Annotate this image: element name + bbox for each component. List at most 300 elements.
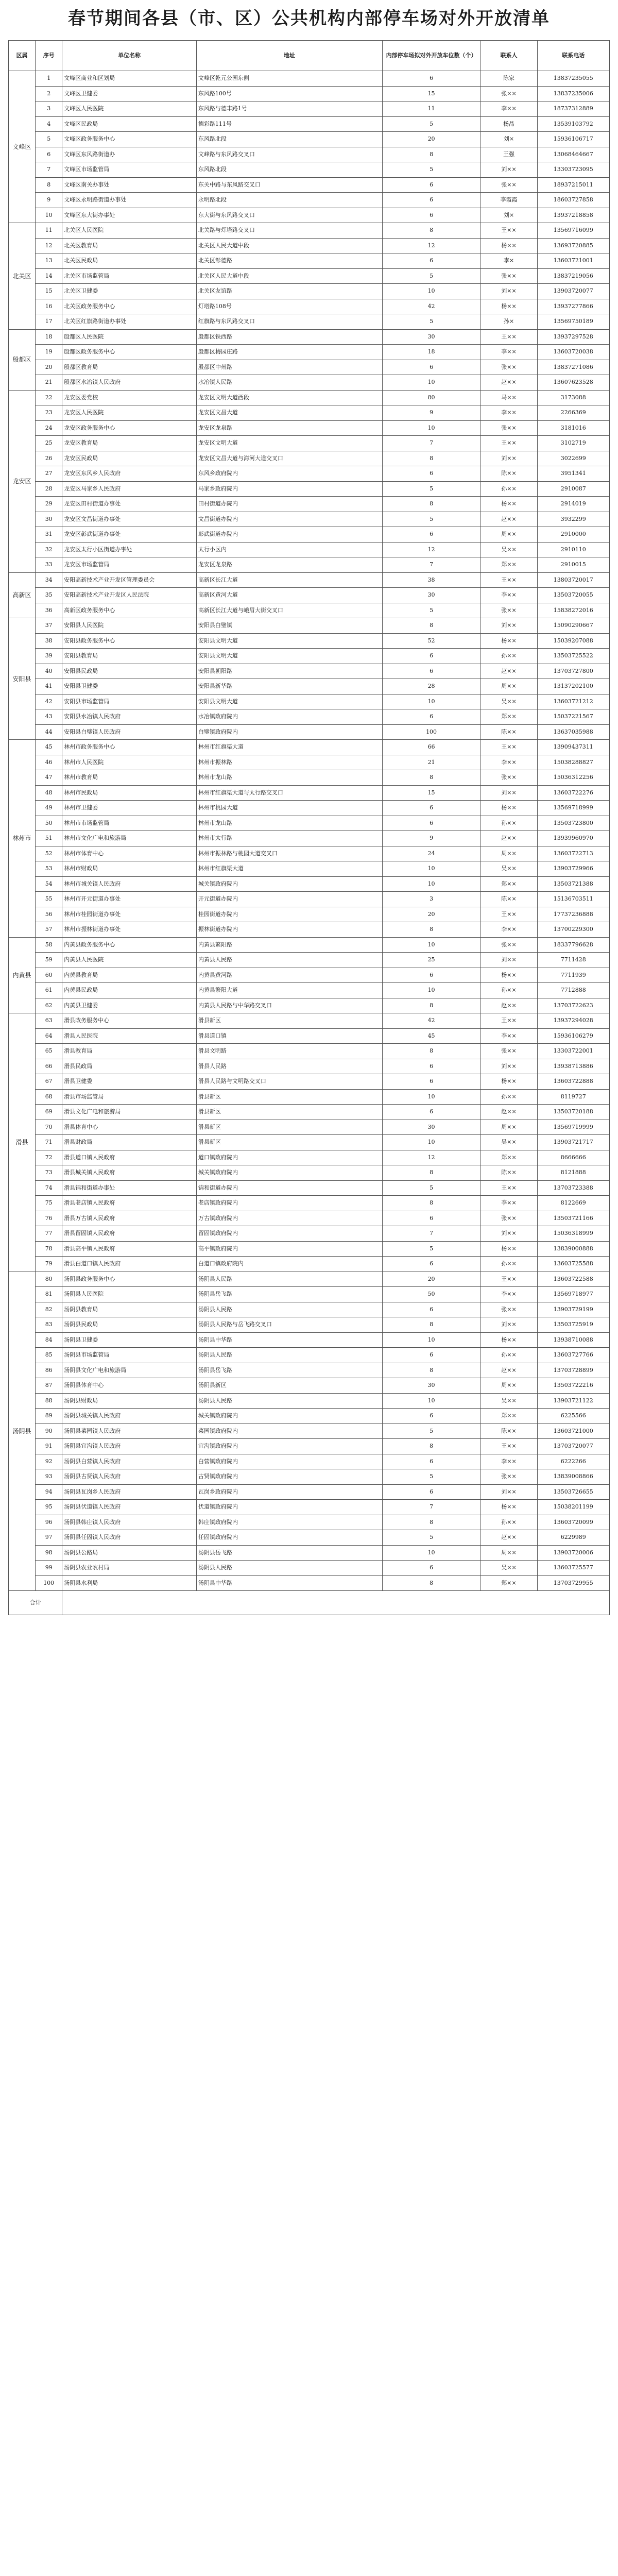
table-row	[9, 162, 610, 178]
address: 红旗路与东风路交叉口	[196, 314, 382, 330]
contact-person: 张××	[480, 937, 537, 953]
unit-name: 滑县城关镇人民政府	[62, 1165, 197, 1181]
contact-person: 赵××	[480, 512, 537, 527]
open-spaces: 6	[382, 649, 480, 664]
row-index: 8	[36, 177, 62, 193]
table-row	[9, 132, 610, 147]
unit-name: 龙安区教育局	[62, 436, 197, 451]
contact-phone: 15037221567	[537, 709, 609, 725]
open-spaces: 8	[382, 147, 480, 162]
contact-phone: 13703720077	[537, 1439, 609, 1454]
table-row	[9, 1469, 610, 1485]
unit-name: 林州市卫健委	[62, 801, 197, 816]
open-spaces: 6	[382, 1484, 480, 1500]
open-spaces: 7	[382, 1500, 480, 1515]
contact-phone: 15039207088	[537, 633, 609, 649]
page-title: 春节期间各县（市、区）公共机构内部停车场对外开放清单	[68, 8, 550, 29]
row-index: 7	[36, 162, 62, 178]
address: 东风路北段	[196, 162, 382, 178]
total-row	[9, 1591, 610, 1615]
table-row	[9, 299, 610, 314]
unit-name: 汤阴县人民医院	[62, 1287, 197, 1302]
open-spaces: 11	[382, 101, 480, 117]
table-row	[9, 907, 610, 922]
contact-person: 周××	[480, 1120, 537, 1135]
unit-name: 汤阴县瓦岗乡人民政府	[62, 1484, 197, 1500]
unit-name: 内黄县卫健委	[62, 998, 197, 1013]
address: 白营镇政府院内	[196, 1454, 382, 1469]
open-spaces: 12	[382, 1150, 480, 1165]
contact-phone: 17737236888	[537, 907, 609, 922]
open-spaces: 8	[382, 223, 480, 239]
address: 北关区人民大道中段	[196, 268, 382, 284]
table-row	[9, 1211, 610, 1226]
table-row	[9, 314, 610, 330]
row-index: 35	[36, 588, 62, 603]
contact-phone: 13803720017	[537, 572, 609, 588]
open-spaces: 6	[382, 1302, 480, 1317]
unit-name: 汤阴县政务服务中心	[62, 1272, 197, 1287]
unit-name: 滑县教育局	[62, 1044, 197, 1059]
open-spaces: 10	[382, 694, 480, 709]
open-spaces: 10	[382, 876, 480, 892]
header-unit-name: 单位名称	[62, 41, 197, 71]
contact-person: 吴××	[480, 542, 537, 557]
row-index: 94	[36, 1484, 62, 1500]
table-row	[9, 1409, 610, 1424]
row-index: 55	[36, 892, 62, 907]
row-index: 53	[36, 861, 62, 877]
row-index: 62	[36, 998, 62, 1013]
row-index: 4	[36, 116, 62, 132]
unit-name: 汤阴县白营镇人民政府	[62, 1454, 197, 1469]
row-index: 52	[36, 846, 62, 861]
open-spaces: 8	[382, 770, 480, 786]
table-row	[9, 1530, 610, 1546]
table-row	[9, 238, 610, 253]
unit-name: 汤阴县古贤镇人民政府	[62, 1469, 197, 1485]
unit-name: 文峰区永明路街道办事处	[62, 193, 197, 208]
contact-phone: 13303723095	[537, 162, 609, 178]
row-index: 60	[36, 968, 62, 983]
open-spaces: 6	[382, 1211, 480, 1226]
address: 彰武街道办院内	[196, 527, 382, 543]
row-index: 17	[36, 314, 62, 330]
open-spaces: 5	[382, 1180, 480, 1196]
contact-phone: 13137202100	[537, 679, 609, 694]
row-index: 56	[36, 907, 62, 922]
table-row	[9, 405, 610, 421]
unit-name: 滑县万古镇人民政府	[62, 1211, 197, 1226]
table-row	[9, 876, 610, 892]
header-spaces: 内部停车场拟对外开放车位数（个）	[382, 41, 480, 71]
address: 内黄县繁阳路	[196, 937, 382, 953]
row-index: 6	[36, 147, 62, 162]
unit-name: 汤阴县市场监管局	[62, 1348, 197, 1363]
table-row	[9, 1165, 610, 1181]
table-row	[9, 679, 610, 694]
contact-phone: 13503726655	[537, 1484, 609, 1500]
contact-phone: 13603721212	[537, 694, 609, 709]
row-index: 54	[36, 876, 62, 892]
table-row	[9, 1226, 610, 1242]
row-index: 64	[36, 1028, 62, 1044]
row-index: 59	[36, 953, 62, 968]
table-row	[9, 360, 610, 375]
address: 汤阴县中华路	[196, 1332, 382, 1348]
row-index: 43	[36, 709, 62, 725]
contact-phone: 13703722623	[537, 998, 609, 1013]
row-index: 97	[36, 1530, 62, 1546]
contact-person: 周××	[480, 679, 537, 694]
address: 林州市红旗渠大道与太行路交叉口	[196, 785, 382, 801]
unit-name: 汤阴县民政局	[62, 1317, 197, 1333]
table-row	[9, 983, 610, 998]
contact-phone: 15838272016	[537, 603, 609, 618]
contact-phone: 2266369	[537, 405, 609, 421]
contact-person: 张××	[480, 603, 537, 618]
table-row	[9, 1575, 610, 1591]
table-row	[9, 253, 610, 269]
address: 东关中路与东风路交叉口	[196, 177, 382, 193]
header-index: 序号	[36, 41, 62, 71]
open-spaces: 8	[382, 1044, 480, 1059]
contact-phone: 13937218858	[537, 208, 609, 223]
open-spaces: 8	[382, 1575, 480, 1591]
contact-person: 孙××	[480, 983, 537, 998]
contact-phone: 13837235006	[537, 86, 609, 101]
address: 林州市振林路	[196, 755, 382, 770]
district-cell: 北关区	[9, 223, 36, 330]
unit-name: 龙安区委党校	[62, 390, 197, 405]
contact-phone: 6229989	[537, 1530, 609, 1546]
unit-name: 安阳县卫健委	[62, 679, 197, 694]
address: 龙安区文明大道	[196, 436, 382, 451]
address: 汤阴县新区	[196, 1378, 382, 1394]
table-row	[9, 1423, 610, 1439]
address: 文峰路与东风路交叉口	[196, 147, 382, 162]
row-index: 81	[36, 1287, 62, 1302]
address: 滑县新区	[196, 1120, 382, 1135]
contact-person: 刘××	[480, 785, 537, 801]
row-index: 1	[36, 71, 62, 87]
address: 林州市龙山路	[196, 816, 382, 831]
open-spaces: 20	[382, 1272, 480, 1287]
open-spaces: 6	[382, 193, 480, 208]
table-row	[9, 542, 610, 557]
unit-name: 滑县留固镇人民政府	[62, 1226, 197, 1242]
contact-person: 陈××	[480, 1165, 537, 1181]
row-index: 76	[36, 1211, 62, 1226]
unit-name: 林州市财政局	[62, 861, 197, 877]
open-spaces: 6	[382, 527, 480, 543]
contact-phone: 13569716099	[537, 223, 609, 239]
address: 龙安区龙泉路	[196, 420, 382, 436]
unit-name: 安阳县水冶镇人民政府	[62, 709, 197, 725]
contact-person: 杨××	[480, 633, 537, 649]
address: 内黄县黄河路	[196, 968, 382, 983]
open-spaces: 12	[382, 542, 480, 557]
table-row	[9, 664, 610, 679]
open-spaces: 8	[382, 497, 480, 512]
district-cell: 内黄县	[9, 937, 36, 1013]
table-row	[9, 1196, 610, 1211]
row-index: 22	[36, 390, 62, 405]
contact-phone: 13503720188	[537, 1105, 609, 1120]
unit-name: 滑县市场监管局	[62, 1089, 197, 1105]
unit-name: 滑县体育中心	[62, 1120, 197, 1135]
row-index: 89	[36, 1409, 62, 1424]
contact-phone: 13703727800	[537, 664, 609, 679]
unit-name: 内黄县民政局	[62, 983, 197, 998]
unit-name: 滑县白道口镇人民政府	[62, 1257, 197, 1272]
open-spaces: 5	[382, 116, 480, 132]
address: 留固镇政府院内	[196, 1226, 382, 1242]
unit-name: 北关区卫健委	[62, 284, 197, 299]
unit-name: 汤阴县教育局	[62, 1302, 197, 1317]
contact-person: 王××	[480, 1180, 537, 1196]
open-spaces: 10	[382, 983, 480, 998]
table-row	[9, 101, 610, 117]
address: 安阳县文明大道	[196, 633, 382, 649]
row-index: 40	[36, 664, 62, 679]
row-index: 74	[36, 1180, 62, 1196]
contact-phone: 13603720038	[537, 345, 609, 360]
table-row	[9, 481, 610, 497]
contact-person: 刘××	[480, 284, 537, 299]
row-index: 28	[36, 481, 62, 497]
contact-person: 王××	[480, 572, 537, 588]
open-spaces: 10	[382, 1332, 480, 1348]
contact-phone: 13937277866	[537, 299, 609, 314]
contact-phone: 13700229300	[537, 922, 609, 938]
table-row	[9, 268, 610, 284]
open-spaces: 10	[382, 1545, 480, 1561]
header-contact: 联系人	[480, 41, 537, 71]
open-spaces: 8	[382, 618, 480, 634]
open-spaces: 30	[382, 1120, 480, 1135]
contact-phone: 13603722713	[537, 846, 609, 861]
row-index: 93	[36, 1469, 62, 1485]
address: 安阳县朝阳路	[196, 664, 382, 679]
row-index: 65	[36, 1044, 62, 1059]
row-index: 71	[36, 1135, 62, 1150]
contact-phone: 13937294028	[537, 1013, 609, 1029]
contact-person: 刘××	[480, 1484, 537, 1500]
contact-phone: 13569750189	[537, 314, 609, 330]
contact-phone: 2914019	[537, 497, 609, 512]
contact-phone: 8121888	[537, 1165, 609, 1181]
unit-name: 龙安区文昌街道办事处	[62, 512, 197, 527]
row-index: 92	[36, 1454, 62, 1469]
contact-person: 张××	[480, 177, 537, 193]
contact-person: 李××	[480, 1454, 537, 1469]
contact-phone: 13903721717	[537, 1135, 609, 1150]
unit-name: 龙安区市场监管局	[62, 557, 197, 573]
open-spaces: 52	[382, 633, 480, 649]
table-row	[9, 603, 610, 618]
unit-name: 文峰区政务服务中心	[62, 132, 197, 147]
unit-name: 林州市开元街道办事处	[62, 892, 197, 907]
contact-person: 郑××	[480, 709, 537, 725]
unit-name: 安阳高新技术产业开发区管理委员会	[62, 572, 197, 588]
address: 汤阴县中华路	[196, 1575, 382, 1591]
table-header	[9, 41, 610, 71]
contact-phone: 13503721388	[537, 876, 609, 892]
address: 桂园街道办院内	[196, 907, 382, 922]
contact-person: 张××	[480, 1211, 537, 1226]
contact-person: 郑××	[480, 876, 537, 892]
contact-phone: 13837219056	[537, 268, 609, 284]
contact-phone: 13603722588	[537, 1272, 609, 1287]
address: 汤阴县岳飞路	[196, 1287, 382, 1302]
address: 内黄县人民路	[196, 953, 382, 968]
unit-name: 殷都区人民医院	[62, 329, 197, 345]
table-row	[9, 1105, 610, 1120]
contact-person: 王××	[480, 223, 537, 239]
unit-name: 汤阴县菜园镇人民政府	[62, 1423, 197, 1439]
contact-person: 刘×	[480, 132, 537, 147]
contact-phone: 13603722888	[537, 1074, 609, 1090]
contact-phone: 6225566	[537, 1409, 609, 1424]
unit-name: 林州市人民医院	[62, 755, 197, 770]
address: 滑县新区	[196, 1105, 382, 1120]
table-row	[9, 345, 610, 360]
row-index: 91	[36, 1439, 62, 1454]
contact-person: 周××	[480, 1378, 537, 1394]
address: 振林街道办院内	[196, 922, 382, 938]
row-index: 30	[36, 512, 62, 527]
contact-phone: 3173088	[537, 390, 609, 405]
table-row	[9, 1454, 610, 1469]
contact-person: 王××	[480, 436, 537, 451]
row-index: 42	[36, 694, 62, 709]
contact-person: 赵××	[480, 1105, 537, 1120]
table-row	[9, 466, 610, 482]
table-row	[9, 1484, 610, 1500]
table-row	[9, 86, 610, 101]
contact-person: 陈××	[480, 724, 537, 740]
row-index: 88	[36, 1393, 62, 1409]
address: 滑县新区	[196, 1013, 382, 1029]
table-row	[9, 557, 610, 573]
row-index: 90	[36, 1423, 62, 1439]
row-index: 14	[36, 268, 62, 284]
table-row	[9, 375, 610, 391]
row-index: 58	[36, 937, 62, 953]
row-index: 87	[36, 1378, 62, 1394]
open-spaces: 6	[382, 1454, 480, 1469]
table-row	[9, 451, 610, 466]
unit-name: 安阳县白璧镇人民政府	[62, 724, 197, 740]
table-row	[9, 193, 610, 208]
row-index: 48	[36, 785, 62, 801]
district-cell: 文峰区	[9, 71, 36, 223]
district-cell: 滑县	[9, 1013, 36, 1272]
open-spaces: 5	[382, 314, 480, 330]
address: 滑县新区	[196, 1089, 382, 1105]
row-index: 96	[36, 1515, 62, 1530]
district-cell: 汤阴县	[9, 1272, 36, 1591]
address: 东风路100号	[196, 86, 382, 101]
contact-person: 李××	[480, 101, 537, 117]
unit-name: 安阳高新技术产业开发区人民法院	[62, 588, 197, 603]
contact-person: 孙××	[480, 649, 537, 664]
row-index: 18	[36, 329, 62, 345]
contact-person: 杨晶	[480, 116, 537, 132]
open-spaces: 5	[382, 481, 480, 497]
table-row	[9, 709, 610, 725]
open-spaces: 10	[382, 1089, 480, 1105]
open-spaces: 5	[382, 603, 480, 618]
open-spaces: 6	[382, 1105, 480, 1120]
contact-person: 孙×	[480, 314, 537, 330]
address: 白璧镇政府院内	[196, 724, 382, 740]
table-row	[9, 527, 610, 543]
contact-phone: 8119727	[537, 1089, 609, 1105]
contact-person: 孙××	[480, 481, 537, 497]
address: 道口镇政府院内	[196, 1150, 382, 1165]
row-index: 5	[36, 132, 62, 147]
address: 高新区长江大道	[196, 572, 382, 588]
address: 林州市红旗渠大道	[196, 861, 382, 877]
address: 滑县道口镇	[196, 1028, 382, 1044]
unit-name: 内黄县政务服务中心	[62, 937, 197, 953]
open-spaces: 5	[382, 1469, 480, 1485]
contact-phone: 13839000888	[537, 1241, 609, 1257]
row-index: 50	[36, 816, 62, 831]
table-row	[9, 1089, 610, 1105]
open-spaces: 5	[382, 162, 480, 178]
unit-name: 北关区教育局	[62, 238, 197, 253]
address: 太行小区内	[196, 542, 382, 557]
unit-name: 龙安区彰武街道办事处	[62, 527, 197, 543]
row-index: 38	[36, 633, 62, 649]
contact-person: 刘××	[480, 451, 537, 466]
table-row	[9, 1028, 610, 1044]
address: 古贤镇政府院内	[196, 1469, 382, 1485]
table-row	[9, 588, 610, 603]
open-spaces: 6	[382, 253, 480, 269]
address: 水冶镇政府院内	[196, 709, 382, 725]
address: 北关区人民大道中段	[196, 238, 382, 253]
address: 高新区长江大道与峨眉大街交叉口	[196, 603, 382, 618]
unit-name: 滑县高平镇人民政府	[62, 1241, 197, 1257]
address: 林州市红旗渠大道	[196, 740, 382, 755]
contact-phone: 13939960970	[537, 831, 609, 846]
open-spaces: 20	[382, 907, 480, 922]
open-spaces: 24	[382, 846, 480, 861]
contact-person: 张××	[480, 1302, 537, 1317]
contact-person: 吴××	[480, 1561, 537, 1576]
address: 汤阴县人民路	[196, 1348, 382, 1363]
address: 安阳县文明大道	[196, 649, 382, 664]
row-index: 39	[36, 649, 62, 664]
address: 白道口镇政府院内	[196, 1257, 382, 1272]
address: 汤阴县岳飞路	[196, 1545, 382, 1561]
contact-person: 杨××	[480, 497, 537, 512]
unit-name: 文峰区民政局	[62, 116, 197, 132]
unit-name: 安阳县教育局	[62, 649, 197, 664]
unit-name: 文峰区市场监管局	[62, 162, 197, 178]
unit-name: 汤阴县农业农村局	[62, 1561, 197, 1576]
address: 林州市太行路	[196, 831, 382, 846]
unit-name: 内黄县教育局	[62, 968, 197, 983]
address: 老店镇政府院内	[196, 1196, 382, 1211]
address: 东风路北段	[196, 132, 382, 147]
contact-phone: 13569718999	[537, 801, 609, 816]
address: 德彩路111号	[196, 116, 382, 132]
